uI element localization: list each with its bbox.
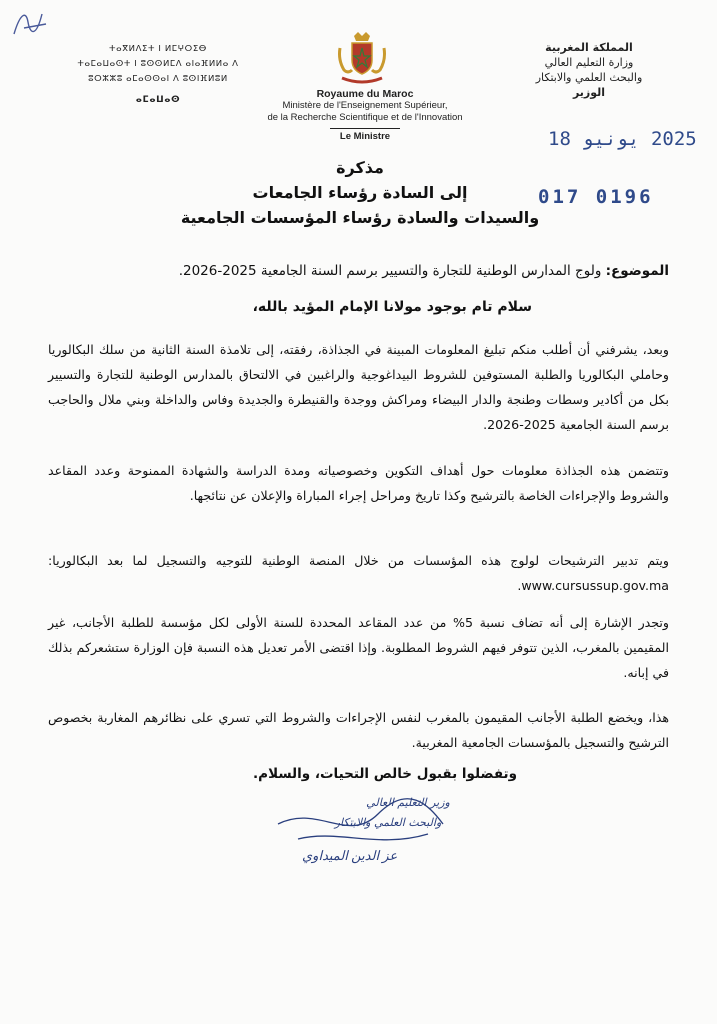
closing-line: وتفضلوا بقبول خالص التحيات، والسلام. [253,766,517,782]
french-header [240,88,490,142]
tifinagh-header [68,42,248,108]
tifinagh-line-1: ⵜⴰⴳⵍⴷⵉⵜ ⵏ ⵍⵎⵖⵔⵉⴱ [109,44,207,54]
reference-number-stamp: 017 0196 [538,186,654,208]
ar-minister: الوزير [572,86,606,99]
minister-signature-stamp [258,784,458,884]
tifinagh-line-2: ⵜⴰⵎⴰⵡⴰⵙⵜ ⵏ ⵓⵙⵙⵍⵎⴷ ⴰⵏⴰⴼⵍⵍⴰ ⴷ [77,59,239,69]
subject-line [49,263,669,279]
body-paragraph-1: وبعد، يشرفني أن أطلب منكم تبليغ المعلومات المبينة في الجذاذة، رفقته، إلى تلامذة السنة الثانية من سلك البكالوريا وحاملي البكالوريا والطلبة المستوفين للشروط البيداغوجية والراغبين في الالتحاق بالمدارس الوطنية للتجارة والتسيير بكل من أكادير وسطات وطنجة والدار البيضاء ومراكش ووجدة والقنيطرة والجديدة وفاس والداخلة وبني ملال والحاجب برسم السنة الجامعية 2025-2026. [48,342,669,432]
body-paragraph-4: وتجدر الإشارة إلى أنه تضاف نسبة 5% من عدد المقاعد المحددة للسنة الأولى لكل مؤسسة للطلبة الأجانب، غير المقيمين بالمغرب، الذين تتوفر فيهم الشروط المطلوبة. وإذا اقتضى الأمر تعديل هذه النسبة فإن الوزارة ستشعركم بذلك في إبانه. [48,615,669,680]
salutation: سلام تام بوجود مولانا الإمام المؤيد بالله، [252,299,532,315]
ar-ministry-line-2: والبحث العلمي والابتكار [535,71,643,84]
date-stamp: 2025 يونيو 18 [548,128,697,150]
body-paragraph-5: هذا، ويخضع الطلبة الأجانب المقيمون بالمغرب لنفس الإجراءات والشروط التي تسري على نظائرهم المغاربة بخصوص الترشيح والتسجيل بالمؤسسات الجامعية المغربية. [48,710,669,750]
header-divider [330,128,400,129]
subject-label: الموضوع: [605,263,669,279]
fr-minister: Le Ministre [339,131,391,142]
memo-recipients-1: إلى السادة رؤساء الجامعات [252,183,468,202]
memo-title: مذكرة [336,158,384,177]
memo-recipients-2: والسيدات والسادة رؤساء المؤسسات الجامعية [180,208,540,227]
tifinagh-minister: ⴰⵎⴰⵡⴰⵙ [135,95,181,105]
memo-heading [180,158,540,227]
subject-text: ولوج المدارس الوطنية للتجارة والتسيير برسم السنة الجامعية 2025-2026. [178,263,606,279]
fr-ministry-line-2: de la Recherche Scientifique et de l'Innovation [267,112,463,123]
signature-stamp-line-1: وزير التعليم العالي [366,796,450,809]
handwritten-annotation [8,4,52,44]
arabic-header [509,40,669,100]
tifinagh-line-3: ⵓⵔⵣⵣⵓ ⴰⵎⴰⵙⵙⴰⵏ ⴷ ⵓⵙⵏⴼⵍⵓⵍ [88,74,228,84]
ar-kingdom: المملكة المغربية [545,41,633,54]
body-paragraph-3: ويتم تدبير الترشيحات لولوج هذه المؤسسات من خلال المنصة الوطنية للتوجيه والتسجيل لما بعد البكالوريا: www.cursussup.gov.ma. [48,553,669,593]
fr-ministry-line-1: Ministère de l'Enseignement Supérieur, [282,100,448,111]
fr-kingdom: Royaume du Maroc [316,88,414,100]
body-paragraph-2: وتتضمن هذه الجذاذة معلومات حول أهداف التكوين وخصوصياته ومدة الدراسة والشهادة الممنوحة وعدد المقاعد والشروط والإجراءات الخاصة بالترشيح وكذا تاريخ ومراحل إجراء المباراة والإعلان عن نتائجها. [48,463,669,503]
royal-emblem-icon [332,30,392,88]
ar-ministry-line-1: وزارة التعليم العالي [544,56,634,69]
signature-stamp-line-2: والبحث العلمي والابتكار [334,816,442,829]
signer-name: عز الدين الميداوي [302,848,398,863]
